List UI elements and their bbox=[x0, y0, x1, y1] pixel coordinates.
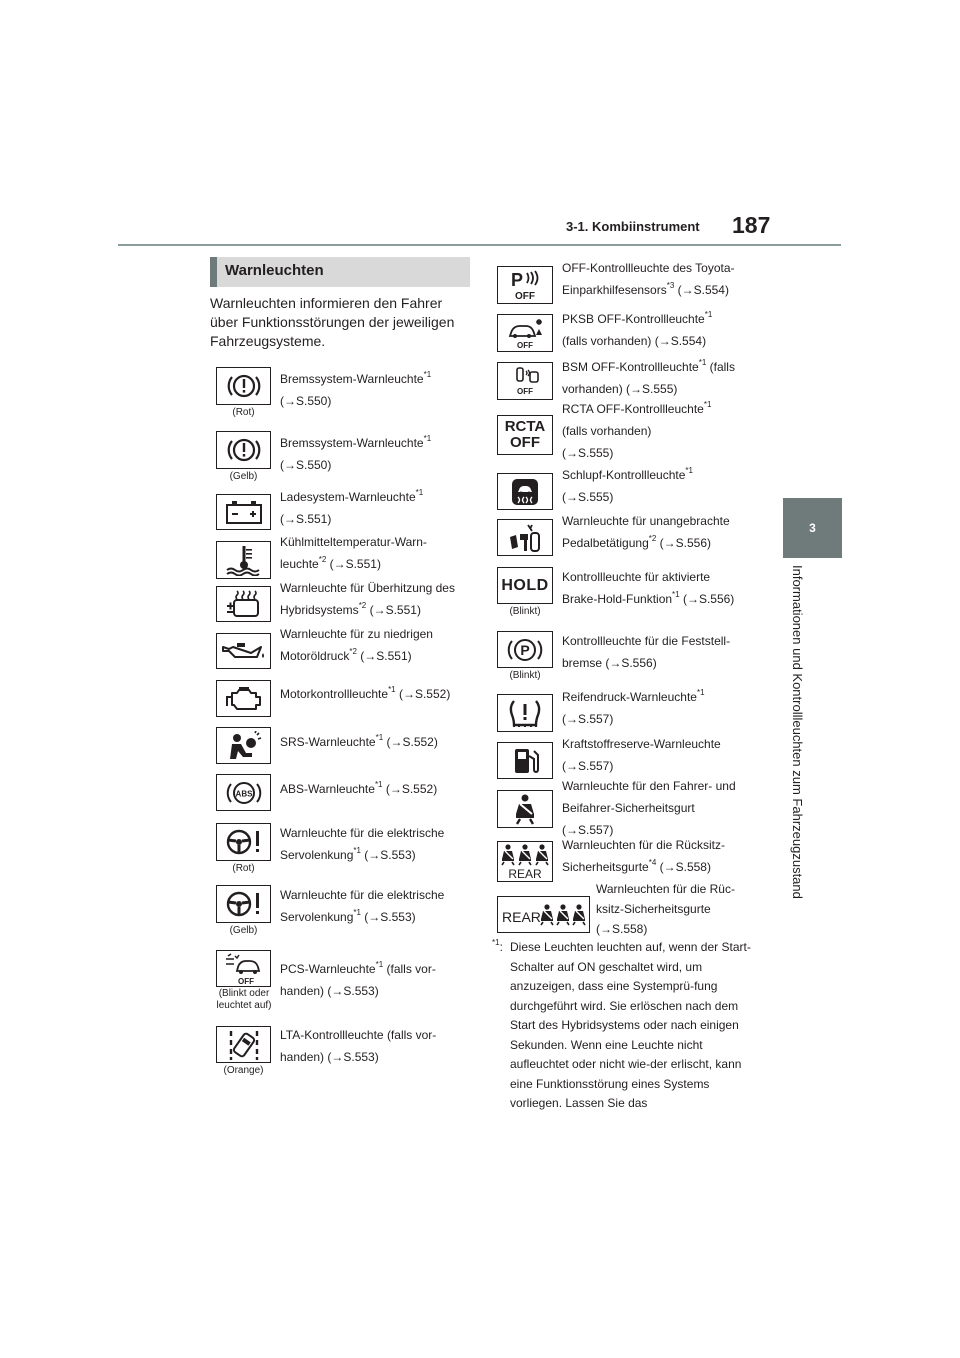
entry-description bbox=[280, 531, 470, 575]
abs-icon bbox=[216, 774, 271, 811]
icon-text: OFF bbox=[517, 387, 533, 396]
seatbelt-front-icon bbox=[497, 790, 553, 828]
intro-paragraph: Warnleuchten informieren den Fahrer über Funktionsstörungen der jeweiligen Fahrzeugsysteme. bbox=[210, 295, 455, 349]
page-ref: (→S.557) bbox=[562, 823, 614, 837]
icon-caption: (Gelb) bbox=[229, 925, 258, 936]
icon-caption: (Blinkt) bbox=[509, 606, 541, 617]
footnote-ref: *1 bbox=[375, 733, 384, 742]
header-rule bbox=[118, 244, 841, 246]
rcta-off-icon bbox=[497, 415, 553, 455]
page-ref: (→S.552) bbox=[395, 687, 451, 701]
entry-description bbox=[562, 308, 757, 352]
brake-warning-icon bbox=[216, 431, 271, 469]
section-heading-label: Warnleuchten bbox=[225, 262, 324, 279]
desc-text: (falls vor- bbox=[383, 962, 436, 976]
icon-text: RCTA OFF bbox=[504, 418, 546, 451]
page-ref: (→S.553) bbox=[360, 910, 416, 924]
page-ref: (→S.555) bbox=[562, 490, 614, 504]
entry-description bbox=[280, 432, 470, 476]
footnote-text: Diese Leuchten leuchten auf, wenn der Start-Schalter auf ON geschaltet wird, um anzuzeigen, dass eine Systemprü-fung durchgeführt wird. Sie erlöschen nach dem Start des Hybridsystems oder nach einigen Sekunden. Wenn eine Leuchte nicht aufleuchtet oder nicht wie-der erlischt, kann eine Funktionsstörung eines Systems vorliegen. Lassen Sie das bbox=[510, 940, 751, 1110]
desc-text: leuchte bbox=[280, 557, 319, 571]
entry-description bbox=[562, 510, 757, 554]
footnote bbox=[492, 938, 762, 1114]
parking-sensor-off-icon bbox=[497, 266, 553, 304]
desc-text: BSM OFF-Kontrollleuchte bbox=[562, 360, 699, 374]
page-ref: (→S.553) bbox=[360, 848, 416, 862]
footnote-ref: *1 bbox=[423, 370, 432, 379]
desc-text: (falls vorhanden) bbox=[562, 424, 652, 438]
desc-text: Warnleuchte für den Fahrer- und bbox=[562, 779, 736, 793]
page-number: 187 bbox=[732, 212, 771, 238]
entry-description bbox=[562, 630, 757, 674]
entry-description bbox=[280, 1024, 470, 1068]
footnote-ref: *1 bbox=[704, 310, 713, 319]
entry-description bbox=[280, 822, 470, 866]
desc-text: Hybridsystems bbox=[280, 603, 359, 617]
fuel-reserve-icon bbox=[497, 742, 553, 779]
svg-text:ABS: ABS bbox=[235, 789, 252, 798]
desc-text: Warnleuchte für die elektrische bbox=[280, 826, 445, 840]
desc-text: Servolenkung bbox=[280, 910, 354, 924]
desc-text: ksitz-Sicherheitsgurte bbox=[596, 902, 711, 916]
seatbelt-rear-icon bbox=[497, 841, 553, 882]
entry-description bbox=[562, 464, 757, 508]
entry-description bbox=[562, 686, 757, 730]
desc-text: PKSB OFF-Kontrollleuchte bbox=[562, 312, 705, 326]
desc-text: ABS-Warnleuchte bbox=[280, 782, 375, 796]
srs-airbag-icon bbox=[216, 727, 271, 764]
desc-text: Warnleuchten für die Rüc- bbox=[596, 882, 735, 896]
page-ref: (→S.557) bbox=[562, 712, 614, 726]
entry-description bbox=[280, 577, 470, 621]
check-engine-icon bbox=[216, 680, 271, 717]
desc-text: Kühlmitteltemperatur-Warn- bbox=[280, 535, 427, 549]
header-section-title: 3-1. Kombiinstrument bbox=[566, 219, 700, 234]
desc-text: (falls bbox=[706, 360, 735, 374]
pksb-off-icon bbox=[497, 314, 553, 352]
entry-description bbox=[280, 486, 470, 530]
entry-description bbox=[280, 884, 470, 928]
oil-pressure-icon bbox=[216, 633, 271, 669]
icon-text: OFF bbox=[515, 291, 535, 301]
lta-icon bbox=[216, 1026, 271, 1063]
icon-caption: (Blinkt) bbox=[509, 670, 541, 681]
battery-icon bbox=[216, 494, 271, 530]
desc-text: RCTA OFF-Kontrollleuchte bbox=[562, 402, 704, 416]
desc-text: Motoröldruck bbox=[280, 649, 350, 663]
footnote-ref: *1 bbox=[415, 488, 424, 497]
page-ref: (→S.556) bbox=[656, 536, 711, 550]
pcs-off-icon bbox=[216, 950, 271, 987]
footnote-ref: *1 bbox=[672, 590, 680, 599]
tire-pressure-icon bbox=[497, 694, 553, 732]
footnote-ref: *4 bbox=[648, 858, 657, 867]
footnote-ref: *1 bbox=[685, 466, 693, 475]
footnote-ref: *2 bbox=[358, 601, 367, 610]
power-steering-icon bbox=[216, 885, 271, 923]
desc-text: Schlupf-Kontrollleuchte bbox=[562, 468, 686, 482]
svg-text:P: P bbox=[520, 641, 530, 658]
desc-text: PCS-Warnleuchte bbox=[280, 962, 376, 976]
desc-text: Sicherheitsgurte bbox=[562, 860, 649, 874]
desc-text: OFF-Kontrollleuchte des Toyota- bbox=[562, 261, 735, 275]
footnote-ref: *2 bbox=[318, 555, 327, 564]
hybrid-overheat-icon bbox=[216, 586, 271, 622]
page-ref: (falls vorhanden) (→S.554) bbox=[562, 334, 707, 348]
desc-text: Kontrollleuchte für aktivierte bbox=[562, 570, 711, 584]
icon-text: OFF bbox=[237, 976, 254, 985]
page-ref: (→S.556) bbox=[679, 592, 735, 606]
entry-description bbox=[562, 257, 757, 301]
footnote-ref: *1 bbox=[353, 846, 361, 855]
entry-description bbox=[280, 623, 470, 667]
entry-description bbox=[280, 683, 470, 705]
entry-description bbox=[562, 834, 757, 878]
page-ref: (→S.551) bbox=[326, 557, 381, 571]
page-ref: (→S.551) bbox=[280, 512, 332, 526]
footnote-mark: $^{*1}$: bbox=[492, 938, 503, 954]
entry-description bbox=[280, 778, 470, 800]
power-steering-icon bbox=[216, 823, 271, 861]
footnote-mark-sup: *1 bbox=[492, 938, 500, 947]
desc-text: Bremssystem-Warnleuchte bbox=[280, 436, 424, 450]
desc-text: SRS-Warnleuchte bbox=[280, 735, 376, 749]
icon-text: OFF bbox=[517, 341, 533, 349]
desc-text: Ladesystem-Warnleuchte bbox=[280, 490, 416, 504]
page-ref: (→S.550) bbox=[280, 458, 332, 472]
page-ref: (→S.551) bbox=[366, 603, 421, 617]
desc-text: Kontrollleuchte für die Feststell- bbox=[562, 634, 731, 648]
section-heading bbox=[210, 257, 470, 287]
desc-text: Warnleuchte für die elektrische bbox=[280, 888, 445, 902]
desc-text: LTA-Kontrollleuchte (falls vor- bbox=[280, 1028, 437, 1042]
footnote-ref: *1 bbox=[375, 960, 384, 969]
page-ref: (→S.558) bbox=[656, 860, 711, 874]
entry-description bbox=[562, 733, 757, 777]
entry-description bbox=[562, 356, 757, 400]
page-ref: handen) (→S.553) bbox=[280, 984, 379, 998]
footnote-ref: *1 bbox=[703, 400, 712, 409]
page-ref: (→S.551) bbox=[356, 649, 412, 663]
entry-description bbox=[562, 566, 757, 610]
slip-indicator-icon bbox=[497, 473, 553, 510]
page-ref: vorhanden) (→S.555) bbox=[562, 382, 678, 396]
footnote-ref: *3 bbox=[666, 281, 675, 290]
page-ref: (→S.552) bbox=[383, 735, 438, 749]
pedal-misuse-icon bbox=[497, 519, 553, 556]
footnote-ref: *1 bbox=[698, 358, 707, 367]
brake-warning-icon bbox=[216, 367, 271, 405]
entry-description bbox=[562, 775, 757, 841]
entry-description bbox=[280, 731, 470, 753]
chapter-tab: 3 bbox=[783, 498, 842, 558]
page-ref: handen) (→S.553) bbox=[280, 1050, 379, 1064]
icon-caption: (Orange) bbox=[223, 1065, 264, 1076]
icon-text: HOLD bbox=[501, 576, 549, 594]
entry-description bbox=[596, 879, 756, 939]
footnote-ref: *2 bbox=[349, 647, 357, 656]
icon-caption: (Rot) bbox=[232, 407, 255, 418]
entry-description bbox=[562, 398, 757, 464]
desc-text: Kraftstoffreserve-Warnleuchte bbox=[562, 737, 721, 751]
footnote-ref: *1 bbox=[353, 908, 361, 917]
parking-brake-icon bbox=[497, 631, 553, 668]
desc-text: Warnleuchten für die Rücksitz- bbox=[562, 838, 725, 852]
bsm-off-icon bbox=[497, 362, 553, 400]
desc-text: Einparkhilfesensors bbox=[562, 283, 667, 297]
entry-description bbox=[280, 368, 470, 412]
footnote-ref: *2 bbox=[648, 534, 657, 543]
page-ref: (→S.557) bbox=[562, 759, 614, 773]
desc-text: Warnleuchte für unangebrachte bbox=[562, 514, 730, 528]
desc-text: Warnleuchte für Überhitzung des bbox=[280, 581, 455, 595]
footnote-ref: *1 bbox=[374, 780, 383, 789]
entry-description bbox=[280, 958, 470, 1002]
coolant-temperature-icon bbox=[216, 541, 271, 579]
footnote-ref: *1 bbox=[423, 434, 432, 443]
icon-caption: (Blinkt oder leuchtet auf) bbox=[216, 988, 272, 1011]
icon-caption: (Rot) bbox=[232, 863, 255, 874]
desc-text: Warnleuchte für zu niedrigen bbox=[280, 627, 433, 641]
desc-text: Beifahrer-Sicherheitsgurt bbox=[562, 801, 695, 815]
desc-text: Servolenkung bbox=[280, 848, 354, 862]
desc-text: Reifendruck-Warnleuchte bbox=[562, 690, 697, 704]
seatbelt-rear-row-icon bbox=[497, 896, 590, 933]
page-ref: bremse (→S.556) bbox=[562, 656, 657, 670]
svg-text:P: P bbox=[511, 270, 524, 290]
page-ref: (→S.555) bbox=[562, 446, 614, 460]
icon-caption: (Gelb) bbox=[229, 471, 258, 482]
chapter-side-title: Informationen und Kontrollleuchten zum Fahrzeugzustand bbox=[790, 565, 805, 899]
desc-text: Motorkontrollleuchte bbox=[280, 687, 389, 701]
page-ref: (→S.550) bbox=[280, 394, 332, 408]
desc-text: Brake-Hold-Funktion bbox=[562, 592, 673, 606]
brake-hold-icon bbox=[497, 567, 553, 604]
icon-text: REAR bbox=[501, 908, 541, 925]
icon-text: REAR bbox=[508, 866, 542, 881]
desc-text: Pedalbetätigung bbox=[562, 536, 649, 550]
page-ref: (→S.554) bbox=[674, 283, 729, 297]
footnote-ref: *1 bbox=[696, 688, 705, 697]
page-ref: (→S.558) bbox=[596, 922, 648, 936]
footnote-ref: *1 bbox=[388, 685, 396, 694]
page-ref: (→S.552) bbox=[382, 782, 438, 796]
desc-text: Bremssystem-Warnleuchte bbox=[280, 372, 424, 386]
